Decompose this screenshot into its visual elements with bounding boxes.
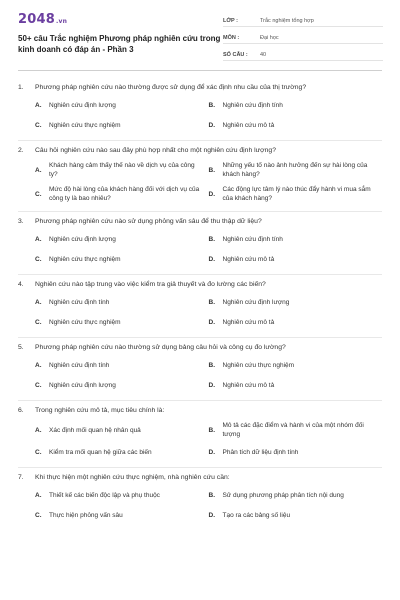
answer-option[interactable] — [209, 421, 383, 439]
option-letter: B. — [208, 426, 215, 434]
option-letter: C. — [35, 318, 42, 326]
option-letter: C. — [35, 121, 42, 129]
question-stem — [18, 401, 382, 415]
question-number: 3. — [18, 218, 24, 225]
option-letter: A. — [35, 166, 42, 174]
option-letter: A. — [35, 426, 42, 434]
option-letter: A. — [35, 491, 42, 499]
answer-option[interactable] — [35, 378, 209, 392]
option-text: Xác định mối quan hệ nhân quả — [49, 426, 141, 434]
question-text: Nghiên cứu nào tập trung vào việc kiểm tra giả thuyết và đo lường các biến? — [35, 281, 266, 288]
option-letter: A. — [35, 235, 42, 243]
question-item — [18, 338, 382, 401]
option-letter: A. — [35, 361, 42, 369]
option-letter: B. — [208, 101, 215, 109]
answer-options — [18, 98, 382, 132]
option-text: Nghiên cứu thực nghiệm — [49, 121, 121, 129]
answer-option[interactable] — [35, 358, 209, 372]
question-list — [18, 78, 382, 522]
question-item — [18, 401, 382, 468]
logo-suffix: .vn — [55, 18, 68, 25]
answer-option[interactable] — [209, 98, 383, 112]
logo-main: 2048 — [18, 12, 55, 27]
answer-option[interactable] — [35, 161, 209, 179]
option-letter: B. — [208, 235, 215, 243]
answer-option[interactable] — [35, 315, 209, 329]
question-stem — [18, 338, 382, 352]
option-text: Nghiên cứu định lượng — [49, 235, 116, 243]
question-stem — [18, 275, 382, 289]
answer-option[interactable] — [209, 232, 383, 246]
answer-option[interactable] — [209, 358, 383, 372]
question-stem — [18, 78, 382, 92]
option-text: Mức độ hài lòng của khách hàng đối với dịch vụ của công ty là bao nhiêu? — [49, 186, 200, 202]
question-stem — [18, 468, 382, 482]
option-text: Nghiên cứu mô tả — [222, 255, 275, 263]
option-letter: D. — [208, 511, 215, 519]
answer-option[interactable] — [209, 161, 383, 179]
question-item — [18, 212, 382, 275]
option-letter: C. — [35, 448, 42, 456]
option-text: Nghiên cứu định tính — [222, 235, 283, 243]
page-header — [0, 0, 400, 68]
meta-row — [223, 13, 383, 27]
answer-option[interactable] — [209, 252, 383, 266]
option-letter: B. — [208, 166, 215, 174]
option-letter: D. — [208, 318, 215, 326]
question-item — [18, 78, 382, 141]
answer-option[interactable] — [35, 118, 209, 132]
option-text: Nghiên cứu mô tả — [222, 121, 275, 129]
option-letter: C. — [35, 381, 42, 389]
meta-value: 40 — [260, 52, 267, 58]
answer-option[interactable] — [35, 252, 209, 266]
answer-options — [18, 232, 382, 266]
option-letter: C. — [35, 190, 42, 198]
answer-options — [18, 161, 382, 203]
answer-option[interactable] — [209, 185, 383, 203]
question-text: Khi thực hiện một nghiên cứu thực nghiệm, nhà nghiên cứu cần: — [35, 474, 230, 481]
answer-option[interactable] — [209, 378, 383, 392]
option-text: Nghiên cứu mô tả — [222, 318, 275, 326]
option-letter: C. — [35, 255, 42, 263]
answer-options — [18, 295, 382, 329]
question-text: Phương pháp nghiên cứu nào sử dụng phỏng vấn sâu để thu thập dữ liệu? — [35, 218, 262, 225]
option-letter: D. — [208, 190, 215, 198]
answer-options — [18, 358, 382, 392]
meta-row — [223, 47, 383, 61]
answer-option[interactable] — [35, 421, 209, 439]
answer-option[interactable] — [35, 508, 209, 522]
meta-value: Đại học — [260, 35, 279, 41]
answer-option[interactable] — [35, 445, 209, 459]
answer-option[interactable] — [35, 488, 209, 502]
option-letter: D. — [208, 255, 215, 263]
question-item — [18, 141, 382, 212]
question-number: 7. — [18, 474, 24, 481]
question-text: Trong nghiên cứu mô tả, mục tiêu chính là: — [35, 407, 165, 414]
option-text: Thiết kế các biến độc lập và phụ thuộc — [49, 491, 160, 499]
question-text: Câu hỏi nghiên cứu nào sau đây phù hợp nhất cho một nghiên cứu định lượng? — [35, 147, 276, 154]
option-text: Nghiên cứu thực nghiệm — [49, 318, 121, 326]
answer-option[interactable] — [209, 445, 383, 459]
option-letter: D. — [208, 448, 215, 456]
page-title: 50+ câu Trắc nghiệm Phương pháp nghiên cứu trong kinh doanh có đáp án - Phần 3 — [18, 34, 221, 54]
option-letter: B. — [208, 491, 215, 499]
answer-option[interactable] — [209, 508, 383, 522]
option-letter: D. — [208, 121, 215, 129]
option-text: Mô tả các đặc điểm và hành vi của một nhóm đối tượng — [222, 422, 364, 438]
option-letter: A. — [35, 101, 42, 109]
option-text: Thực hiện phỏng vấn sâu — [49, 511, 123, 519]
option-text: Nghiên cứu định lượng — [49, 101, 116, 109]
meta-label: MÔN : — [223, 35, 240, 41]
answer-option[interactable] — [209, 315, 383, 329]
option-text: Sử dụng phương pháp phân tích nội dung — [222, 491, 344, 499]
option-text: Tạo ra các bảng số liệu — [222, 511, 291, 519]
option-text: Nghiên cứu định tính — [49, 298, 110, 306]
exam-meta — [223, 13, 383, 64]
answer-option[interactable] — [35, 295, 209, 309]
question-number: 1. — [18, 84, 24, 91]
option-text: Nghiên cứu định lượng — [49, 381, 116, 389]
meta-row — [223, 30, 383, 44]
answer-option[interactable] — [35, 98, 209, 112]
option-text: Các động lực tâm lý nào thúc đẩy hành vi mua sắm của khách hàng? — [222, 186, 371, 202]
question-stem — [18, 212, 382, 226]
header-divider — [18, 70, 382, 71]
answer-option[interactable] — [209, 295, 383, 309]
option-text: Những yếu tố nào ảnh hưởng đến sự hài lòng của khách hàng? — [222, 162, 368, 178]
question-number: 6. — [18, 407, 24, 414]
answer-option[interactable] — [209, 118, 383, 132]
meta-value: Trắc nghiệm tổng hợp — [260, 18, 314, 24]
option-letter: B. — [208, 298, 215, 306]
option-text: Phân tích dữ liệu định tính — [222, 448, 299, 456]
question-number: 2. — [18, 147, 24, 154]
question-number: 5. — [18, 344, 24, 351]
question-stem — [18, 141, 382, 155]
option-letter: A. — [35, 298, 42, 306]
option-text: Khách hàng cảm thấy thế nào về dịch vụ của công ty? — [49, 162, 195, 178]
option-text: Kiểm tra mối quan hệ giữa các biến — [49, 448, 152, 456]
question-item — [18, 275, 382, 338]
answer-option[interactable] — [35, 185, 209, 203]
answer-option[interactable] — [209, 488, 383, 502]
question-number: 4. — [18, 281, 24, 288]
answer-options — [18, 488, 382, 522]
option-letter: B. — [208, 361, 215, 369]
question-text: Phương pháp nghiên cứu nào thường sử dụng bảng câu hỏi và công cụ đo lường? — [35, 344, 286, 351]
question-item — [18, 468, 382, 522]
option-text: Nghiên cứu thực nghiệm — [49, 255, 121, 263]
option-letter: C. — [35, 511, 42, 519]
option-text: Nghiên cứu mô tả — [222, 381, 275, 389]
answer-options — [18, 421, 382, 459]
answer-option[interactable] — [35, 232, 209, 246]
question-text: Phương pháp nghiên cứu nào thường được sử dụng để xác định nhu cầu của thị trường? — [35, 84, 307, 91]
meta-label: LỚP : — [223, 18, 238, 24]
option-text: Nghiên cứu định tính — [222, 101, 283, 109]
option-letter: D. — [208, 381, 215, 389]
meta-label: SỐ CÂU : — [223, 52, 248, 58]
option-text: Nghiên cứu định tính — [49, 361, 110, 369]
option-text: Nghiên cứu định lượng — [222, 298, 290, 306]
option-text: Nghiên cứu thực nghiệm — [222, 361, 295, 369]
